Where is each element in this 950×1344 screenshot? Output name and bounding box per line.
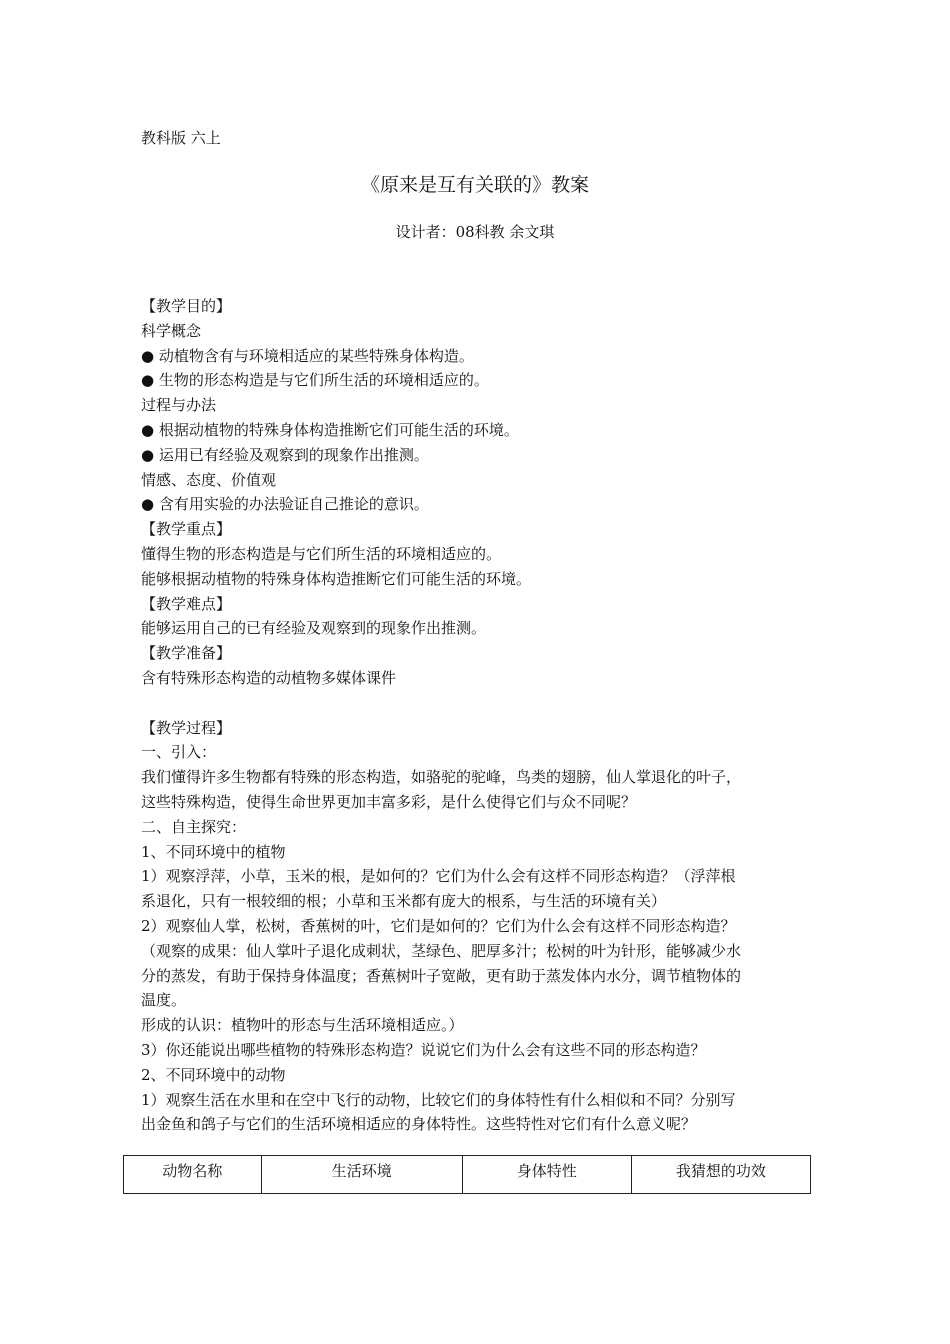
section-heading-difficult: 【教学难点】	[141, 594, 232, 613]
animal-observation-table	[123, 1155, 811, 1194]
plants-question-3: 3）你还能说出哪些植物的特殊形态构造？说说它们为什么会有这些不同的形态构造？	[141, 1040, 706, 1059]
intro-paragraph-line-1: 我们懂得许多生物都有特殊的形态构造，如骆驼的驼峰，鸟类的翅膀，仙人掌退化的叶子，	[141, 768, 742, 787]
animals-heading: 2、不同环境中的动物	[141, 1065, 286, 1084]
subheading-process: 过程与办法	[141, 396, 217, 415]
table-header-body-features: 身体特性	[462, 1156, 631, 1194]
animals-question-1-line-2: 出金鱼和鸽子与它们的生活环境相适应的身体特性。这些特性对它们有什么意义呢？	[141, 1115, 697, 1134]
author-line: 设计者：08科教 余文琪	[395, 223, 555, 241]
intro-paragraph-line-2: 这些特殊构造，使得生命世界更加丰富多彩，是什么使得它们与众不同呢？	[141, 792, 637, 811]
key-point-1: 懂得生物的形态构造是与它们所生活的环境相适应的。	[141, 544, 502, 563]
subheading-concept: 科学概念	[141, 321, 202, 340]
plants-question-2-line-3: 分的蒸发，有助于保持身体温度；香蕉树叶子宽敞，更有助于蒸发体内水分，调节植物体的	[141, 966, 742, 985]
table-header-animal-name: 动物名称	[124, 1156, 262, 1194]
section-heading-key: 【教学重点】	[141, 520, 232, 539]
prep-item-1: 含有特殊形态构造的动植物多媒体课件	[141, 668, 397, 687]
table-header-habitat: 生活环境	[261, 1156, 462, 1194]
document-title: 《原来是互有关联的》教案	[360, 174, 589, 196]
textbook-edition-note: 教科版 六上	[141, 129, 221, 147]
bullet-concept-2: ● 生物的形态构造是与它们所生活的环境相适应的。	[141, 371, 489, 390]
section-heading-teaching-process: 【教学过程】	[141, 718, 232, 737]
bullet-process-1: ● 根据动植物的特殊身体构造推断它们可能生活的环境。	[141, 420, 519, 439]
plants-heading: 1、不同环境中的植物	[141, 842, 286, 861]
plants-question-2-line-4: 温度。	[141, 991, 187, 1010]
plants-conclusion: 形成的认识：植物叶的形态与生活环境相适应。）	[141, 1016, 464, 1035]
explore-heading: 二、自主探究：	[141, 817, 247, 836]
plants-question-2-line-1: 2）观察仙人掌，松树，香蕉树的叶，它们是如何的？它们为什么会有这样不同形态构造？	[141, 916, 736, 935]
bullet-process-2: ● 运用已有经验及观察到的现象作出推测。	[141, 445, 429, 464]
blank-line	[141, 691, 821, 716]
table-header-row	[124, 1156, 811, 1194]
bullet-concept-1: ● 动植物含有与环境相适应的某些特殊身体构造。	[141, 346, 474, 365]
section-heading-prep: 【教学准备】	[141, 644, 232, 663]
animals-question-1-line-1: 1）观察生活在水里和在空中飞行的动物，比较它们的身体特性有什么相似和不同？分别写	[141, 1090, 736, 1109]
section-heading-aims: 【教学目的】	[141, 297, 232, 315]
subheading-attitude: 情感、态度、价值观	[141, 470, 277, 489]
intro-heading: 一、引入：	[141, 743, 217, 762]
key-point-2: 能够根据动植物的特殊身体构造推断它们可能生活的环境。	[141, 569, 532, 588]
plants-question-1-line-1: 1）观察浮萍，小草，玉米的根，是如何的？它们为什么会有这样不同形态构造？（浮萍根	[141, 867, 736, 886]
bullet-attitude-1: ● 含有用实验的办法验证自己推论的意识。	[141, 495, 429, 514]
difficult-point-1: 能够运用自己的已有经验及观察到的现象作出推测。	[141, 619, 487, 638]
table-header-guessed-function: 我猜想的功效	[631, 1156, 810, 1194]
document-body	[141, 294, 821, 1137]
plants-question-1-line-2: 系退化，只有一根较细的根；小草和玉米都有庞大的根系，与生活的环境有关）	[141, 892, 667, 911]
plants-question-2-line-2: （观察的成果：仙人掌叶子退化成刺状，茎绿色、肥厚多汁；松树的叶为针形，能够减少水	[141, 941, 742, 960]
